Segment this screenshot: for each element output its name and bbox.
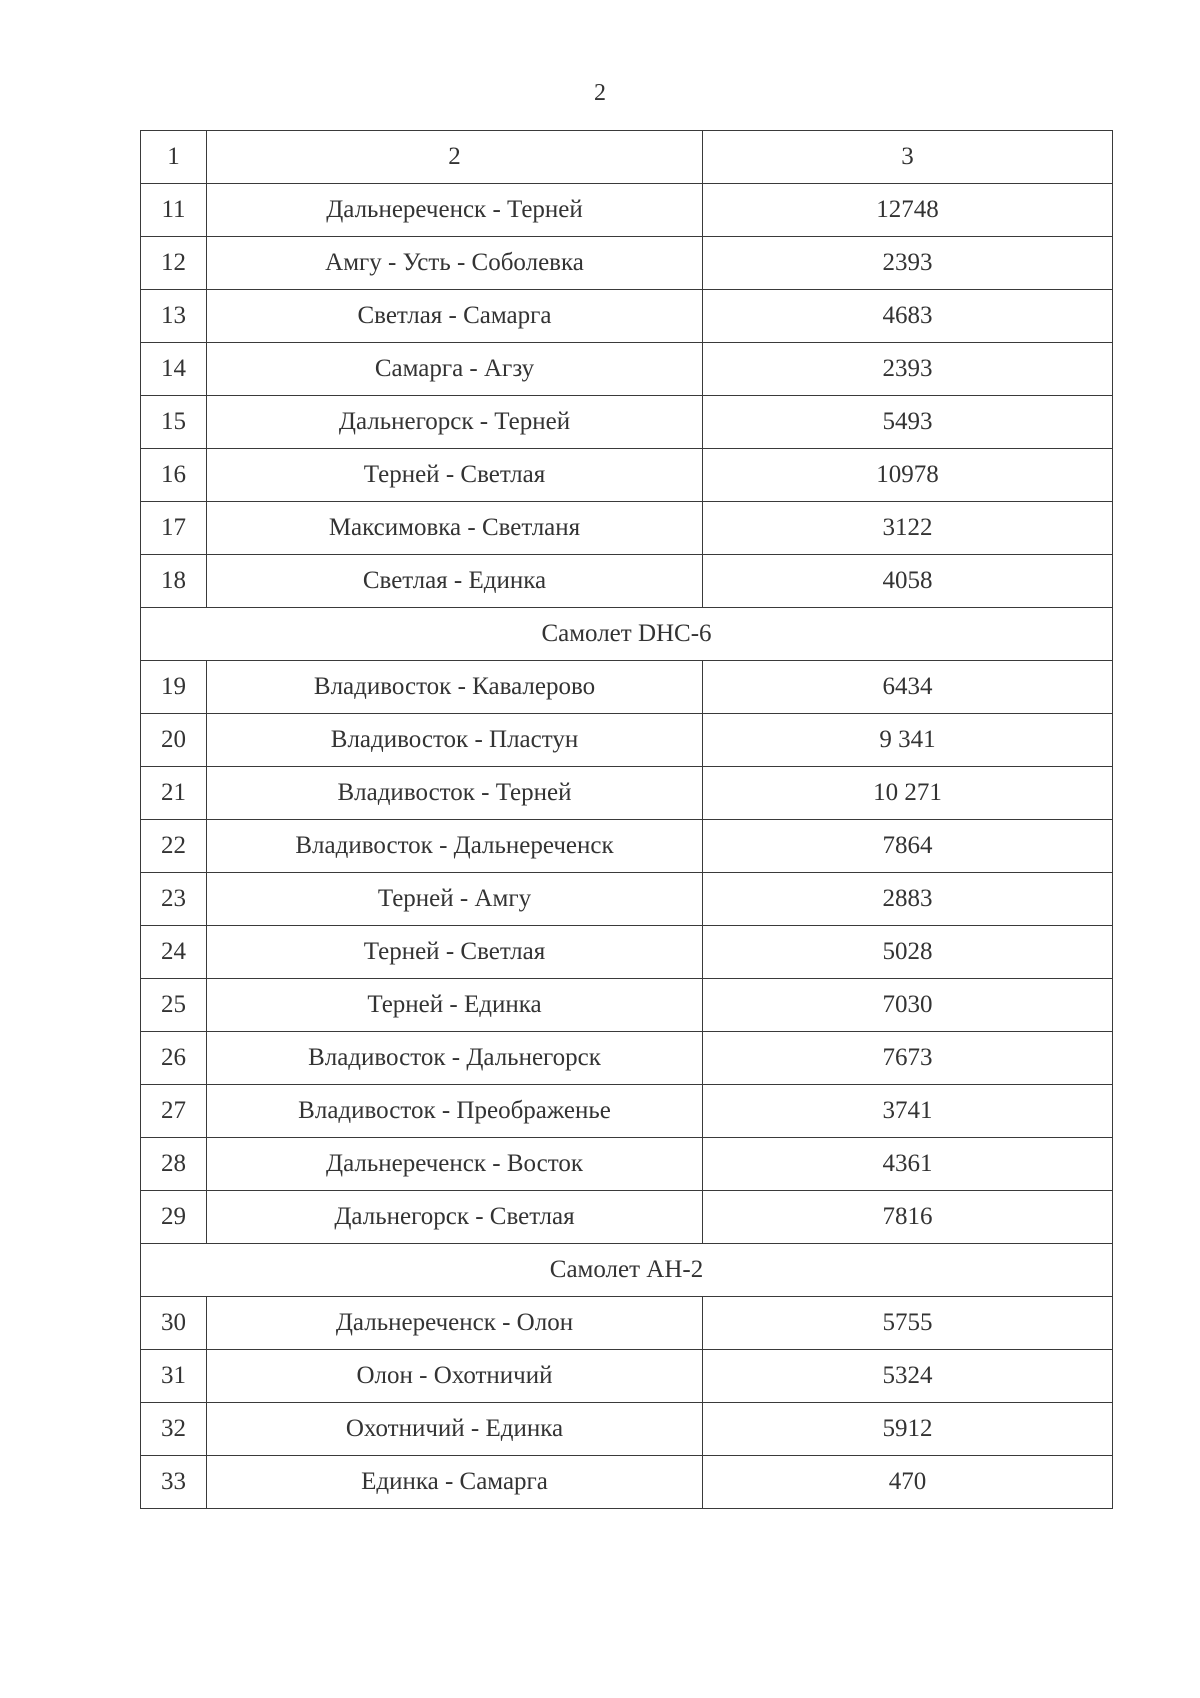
row-number-cell: 11 <box>141 184 207 237</box>
value-cell: 9 341 <box>703 714 1113 767</box>
row-number-cell: 33 <box>141 1456 207 1509</box>
route-cell: Терней - Светлая <box>207 926 703 979</box>
value-cell: 2393 <box>703 237 1113 290</box>
row-number-cell: 12 <box>141 237 207 290</box>
row-number-cell: 31 <box>141 1350 207 1403</box>
value-cell: 12748 <box>703 184 1113 237</box>
row-number-cell: 14 <box>141 343 207 396</box>
table-row <box>141 661 1113 714</box>
route-cell: Владивосток - Преображенье <box>207 1085 703 1138</box>
value-cell: 5493 <box>703 396 1113 449</box>
table-row <box>141 555 1113 608</box>
value-cell: 7864 <box>703 820 1113 873</box>
row-number-cell: 23 <box>141 873 207 926</box>
row-number-cell: 17 <box>141 502 207 555</box>
value-cell: 6434 <box>703 661 1113 714</box>
row-number-cell: 24 <box>141 926 207 979</box>
route-cell: Дальнереченск - Восток <box>207 1138 703 1191</box>
table-row <box>141 714 1113 767</box>
route-cell: Дальнегорск - Светлая <box>207 1191 703 1244</box>
table-row <box>141 1032 1113 1085</box>
row-number-cell: 30 <box>141 1297 207 1350</box>
route-cell: Терней - Единка <box>207 979 703 1032</box>
row-number-cell: 32 <box>141 1403 207 1456</box>
route-cell: Светлая - Единка <box>207 555 703 608</box>
table-row <box>141 1085 1113 1138</box>
row-number-cell: 13 <box>141 290 207 343</box>
table-row <box>141 1191 1113 1244</box>
row-number-cell: 22 <box>141 820 207 873</box>
table-row <box>141 1297 1113 1350</box>
route-cell: Охотничий - Единка <box>207 1403 703 1456</box>
section-header-row <box>141 1244 1113 1297</box>
row-number-cell: 18 <box>141 555 207 608</box>
route-cell: Владивосток - Кавалерово <box>207 661 703 714</box>
value-cell: 2393 <box>703 343 1113 396</box>
row-number-cell: 16 <box>141 449 207 502</box>
route-cell: Дальнегорск - Терней <box>207 396 703 449</box>
value-cell: 4058 <box>703 555 1113 608</box>
route-cell: Дальнереченск - Олон <box>207 1297 703 1350</box>
table-row <box>141 1456 1113 1509</box>
route-cell: Владивосток - Терней <box>207 767 703 820</box>
route-cell: Самарга - Агзу <box>207 343 703 396</box>
value-cell: 5324 <box>703 1350 1113 1403</box>
header-cell-number: 1 <box>141 131 207 184</box>
table-row <box>141 449 1113 502</box>
row-number-cell: 15 <box>141 396 207 449</box>
route-cell: Владивосток - Дальнереченск <box>207 820 703 873</box>
row-number-cell: 26 <box>141 1032 207 1085</box>
row-number-cell: 27 <box>141 1085 207 1138</box>
row-number-cell: 28 <box>141 1138 207 1191</box>
header-row <box>141 131 1113 184</box>
route-cell: Владивосток - Пластун <box>207 714 703 767</box>
section-header-row <box>141 608 1113 661</box>
table-row <box>141 873 1113 926</box>
table-row <box>141 1138 1113 1191</box>
section-title: Самолет DHC-6 <box>141 608 1113 661</box>
row-number-cell: 29 <box>141 1191 207 1244</box>
table-row <box>141 979 1113 1032</box>
table-row <box>141 1403 1113 1456</box>
table-row <box>141 820 1113 873</box>
route-cell: Дальнереченск - Терней <box>207 184 703 237</box>
route-cell: Владивосток - Дальнегорск <box>207 1032 703 1085</box>
row-number-cell: 21 <box>141 767 207 820</box>
row-number-cell: 19 <box>141 661 207 714</box>
value-cell: 4683 <box>703 290 1113 343</box>
value-cell: 3122 <box>703 502 1113 555</box>
route-cell: Единка - Самарга <box>207 1456 703 1509</box>
route-cell: Максимовка - Светланя <box>207 502 703 555</box>
table-row <box>141 767 1113 820</box>
value-cell: 4361 <box>703 1138 1113 1191</box>
routes-table <box>140 130 1113 1509</box>
value-cell: 5755 <box>703 1297 1113 1350</box>
value-cell: 7816 <box>703 1191 1113 1244</box>
table-row <box>141 343 1113 396</box>
table-row <box>141 184 1113 237</box>
row-number-cell: 20 <box>141 714 207 767</box>
header-cell-route: 2 <box>207 131 703 184</box>
route-cell: Терней - Амгу <box>207 873 703 926</box>
section-title: Самолет АН-2 <box>141 1244 1113 1297</box>
value-cell: 5912 <box>703 1403 1113 1456</box>
value-cell: 10 271 <box>703 767 1113 820</box>
table-row <box>141 396 1113 449</box>
table-row <box>141 237 1113 290</box>
value-cell: 3741 <box>703 1085 1113 1138</box>
value-cell: 5028 <box>703 926 1113 979</box>
routes-table-body <box>141 131 1113 1509</box>
route-cell: Терней - Светлая <box>207 449 703 502</box>
value-cell: 470 <box>703 1456 1113 1509</box>
value-cell: 7673 <box>703 1032 1113 1085</box>
table-row <box>141 290 1113 343</box>
route-cell: Амгу - Усть - Соболевка <box>207 237 703 290</box>
value-cell: 7030 <box>703 979 1113 1032</box>
row-number-cell: 25 <box>141 979 207 1032</box>
route-cell: Олон - Охотничий <box>207 1350 703 1403</box>
header-cell-value: 3 <box>703 131 1113 184</box>
table-row <box>141 926 1113 979</box>
table-row <box>141 502 1113 555</box>
route-cell: Светлая - Самарга <box>207 290 703 343</box>
value-cell: 2883 <box>703 873 1113 926</box>
value-cell: 10978 <box>703 449 1113 502</box>
table-row <box>141 1350 1113 1403</box>
page-number: 2 <box>594 80 606 106</box>
